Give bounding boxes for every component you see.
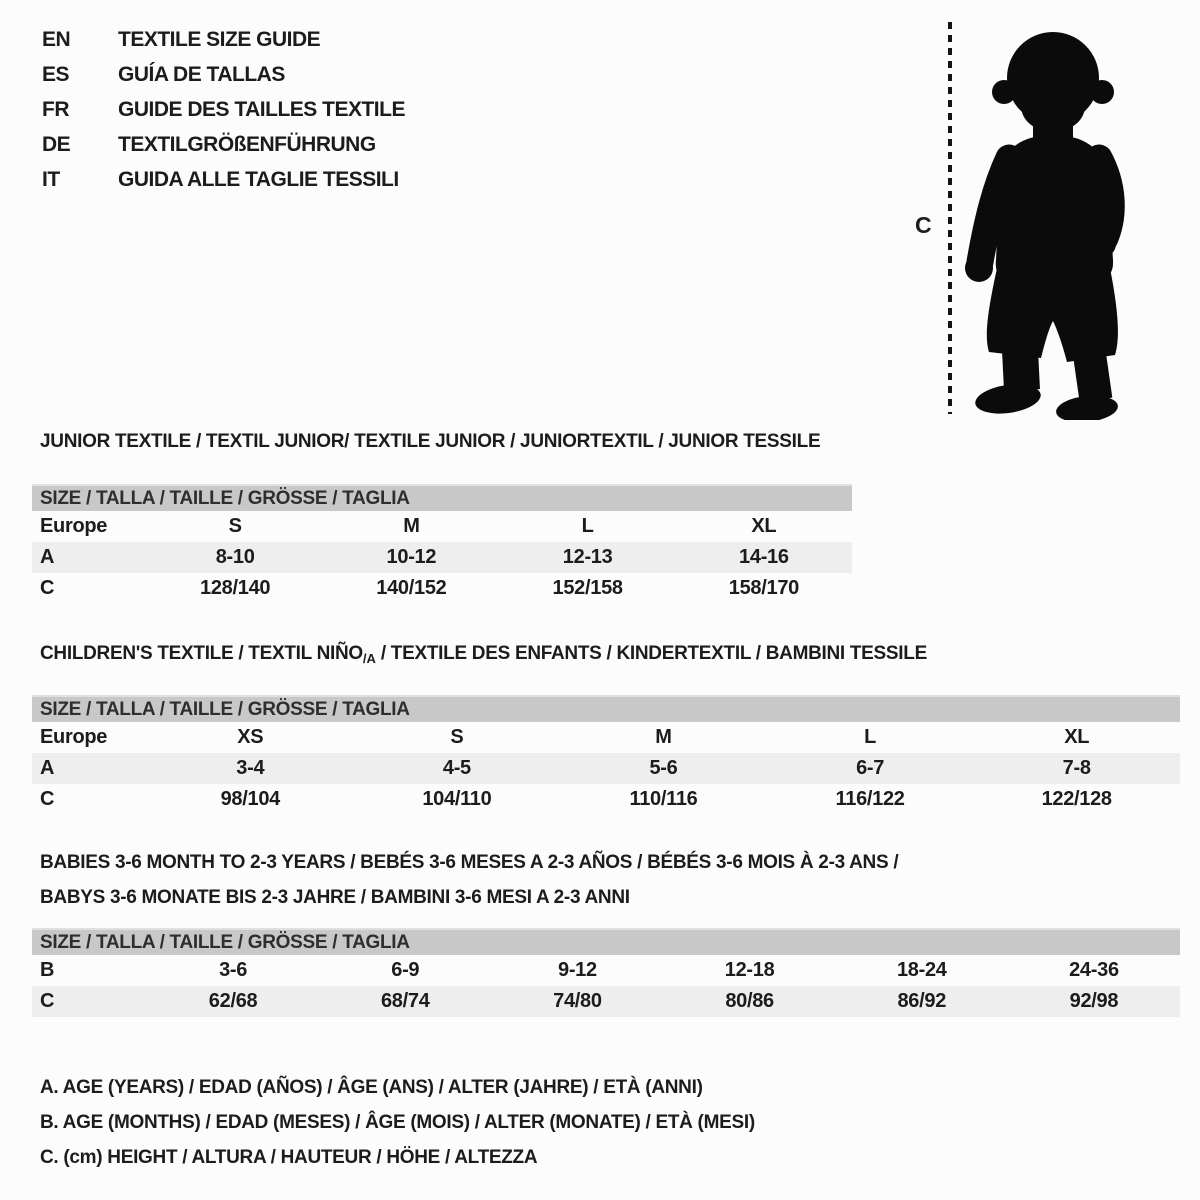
size-value-cell: 74/80 [553,990,602,1012]
size-value-cell: 98/104 [220,788,280,810]
section-title-rest: / TEXTILE DES ENFANTS / KINDERTEXTIL / BAMBINI TESSILE [375,643,927,664]
section-title-main: CHILDREN'S TEXTILE / TEXTIL NIÑO [40,643,363,664]
size-value-cell: 80/86 [725,990,774,1012]
size-value-cell: L [864,726,877,748]
size-value-cell: 128/140 [200,577,271,599]
size-value-cell: 9-12 [558,959,597,981]
size-value-cell: 104/110 [422,788,492,810]
row-label: C [40,788,55,810]
language-row-it [42,168,405,203]
size-value-cell: 62/68 [208,990,258,1012]
language-row-es [42,63,405,98]
legend-line-age-years: A. AGE (YEARS) / EDAD (AÑOS) / ÂGE (ANS) / ALTER (JAHRE) / ETÀ (ANNI) [40,1077,703,1098]
height-measure-label: C [915,212,932,238]
guide-title: TEXTILE SIZE GUIDE [118,28,321,51]
size-chart-babies [32,845,1180,1017]
language-code: EN [42,28,71,51]
table-row-height [32,573,852,604]
row-label: A [40,757,55,779]
guide-title: GUIDE DES TAILLES TEXTILE [118,98,405,121]
size-value-cell: 14-16 [739,546,789,568]
size-value-cell: 18-24 [896,959,947,981]
size-value-cell: 4-5 [442,757,471,779]
row-label: Europe [40,726,108,748]
section-title-babies [40,845,1180,915]
size-value-cell: 158/170 [728,577,799,599]
size-value-cell: 122/128 [1041,788,1112,810]
row-label: A [40,546,55,568]
language-row-de [42,133,405,168]
guide-title: GUÍA DE TALLAS [118,63,285,86]
language-row-en [42,28,405,63]
measurement-legend [40,1070,755,1175]
language-code: ES [42,63,70,86]
table-row-age-months [32,955,1180,986]
section-title-junior: JUNIOR TEXTILE / TEXTIL JUNIOR/ TEXTILE JUNIOR / JUNIORTEXTIL / JUNIOR TESSILE [40,431,821,452]
size-header-label: SIZE / TALLA / TAILLE / GRÖSSE / TAGLIA [40,487,410,509]
size-value-cell: 6-7 [856,757,885,779]
size-value-cell: 8-10 [215,546,255,568]
size-value-cell: L [581,515,594,537]
toddler-figure [903,14,1200,420]
table-row-europe [32,722,1180,753]
section-title-line1: BABIES 3-6 MONTH TO 2-3 YEARS / BEBÉS 3-6 MESES A 2-3 AÑOS / BÉBÉS 3-6 MOIS À 2-3 ANS / [40,852,899,873]
language-code: FR [42,98,69,121]
size-value-cell: 12-18 [724,959,775,981]
language-title-list [42,28,405,203]
size-value-cell: 68/74 [380,990,430,1012]
size-header-bar [32,484,852,511]
row-label: C [40,577,55,599]
size-value-cell: 3-6 [219,959,248,981]
size-chart-children [32,642,1180,815]
size-value-cell: 6-9 [391,959,420,981]
table-row-height [32,986,1180,1017]
table-row-europe [32,511,852,542]
height-measure-dashed-line [948,22,952,414]
size-value-cell: 152/158 [552,577,623,599]
size-value-cell: S [450,726,464,748]
language-row-fr [42,98,405,133]
size-value-cell: 3-4 [236,757,265,779]
language-code: IT [42,168,60,191]
guide-title: TEXTILGRÖßENFÜHRUNG [118,133,376,156]
legend-line-height: C. (cm) HEIGHT / ALTURA / HAUTEUR / HÖHE / ALTEZZA [40,1147,538,1168]
size-value-cell: XL [1064,726,1090,748]
size-value-cell: 92/98 [1069,990,1119,1012]
row-label: B [40,959,55,981]
section-title-line2: BABYS 3-6 MONATE BIS 2-3 JAHRE / BAMBINI 3-6 MESI A 2-3 ANNI [40,887,630,908]
size-value-cell: XS [237,726,264,748]
language-code: DE [42,133,71,156]
size-value-cell: 10-12 [386,546,437,568]
table-row-height [32,784,1180,815]
size-value-cell: 24-36 [1069,959,1119,981]
table-row-age-years [32,753,1180,784]
row-label: Europe [40,515,108,537]
section-title-children [40,642,1180,671]
size-value-cell: M [655,726,672,748]
row-label: C [40,990,55,1012]
size-value-cell: 140/152 [376,577,447,599]
section-title-subscript: /A [362,651,376,666]
size-chart-junior [32,430,852,604]
size-header-bar [32,695,1180,722]
size-value-cell: 12-13 [562,546,613,568]
table-row-age-years [32,542,852,573]
guide-title: GUIDA ALLE TAGLIE TESSILI [118,168,399,191]
size-value-cell: M [403,515,420,537]
toddler-silhouette-icon [963,22,1143,420]
size-value-cell: 116/122 [835,788,905,810]
size-header-label: SIZE / TALLA / TAILLE / GRÖSSE / TAGLIA [40,698,410,720]
size-value-cell: XL [751,515,777,537]
size-header-bar [32,928,1180,955]
size-value-cell: 86/92 [897,990,947,1012]
size-value-cell: 110/116 [629,788,698,810]
legend-line-age-months: B. AGE (MONTHS) / EDAD (MESES) / ÂGE (MOIS) / ALTER (MONATE) / ETÀ (MESI) [40,1112,755,1133]
size-value-cell: 7-8 [1062,757,1091,779]
size-header-label: SIZE / TALLA / TAILLE / GRÖSSE / TAGLIA [40,931,410,953]
size-value-cell: S [228,515,242,537]
size-value-cell: 5-6 [649,757,678,779]
